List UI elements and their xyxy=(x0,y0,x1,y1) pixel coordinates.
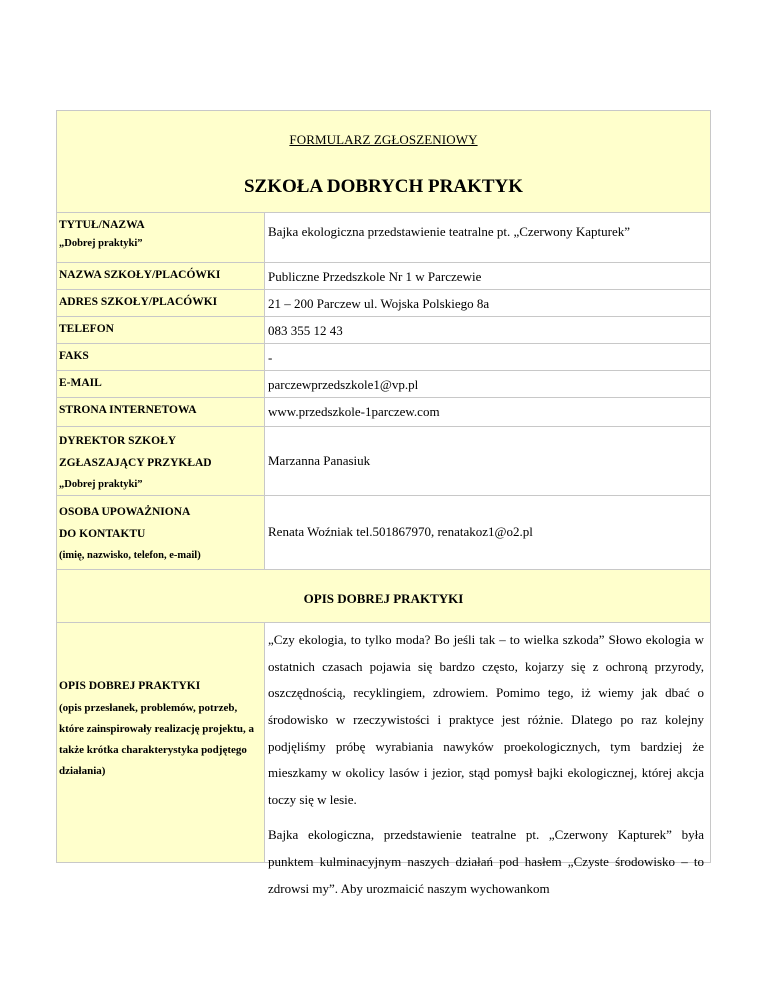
label-address: ADRES SZKOŁY/PLACÓWKI xyxy=(57,290,265,316)
row-director xyxy=(57,426,710,495)
value-phone: 083 355 12 43 xyxy=(268,323,343,338)
label-title xyxy=(57,213,265,262)
form-title: SZKOŁA DOBRYCH PRAKTYK xyxy=(243,176,524,197)
label-school: NAZWA SZKOŁY/PLACÓWKI xyxy=(57,263,265,289)
row-description xyxy=(57,622,710,896)
row-phone xyxy=(57,316,710,343)
value-email: parczewprzedszkole1@vp.pl xyxy=(268,377,419,392)
label-description-text: OPIS DOBREJ PRAKTYKI xyxy=(59,680,201,692)
form-subtitle: FORMULARZ ZGŁOSZENIOWY xyxy=(289,132,478,147)
description-paragraph-1: „Czy ekologia, to tylko moda? Bo jeśli tak – to wielka szkoda” Słowo ekologia w ostatnich czasach pojawia się bardzo często, kojarzy się z ochroną przyrody, oszczędnością, recyklingiem, zdrowiem. Pomimo tego, iż wiemy jak dbać o środowisko w rzeczywistości i praktyce jest różnie. Dlatego po raz kolejny podjęliśmy próbę wyrabiania nawyków proekologicznych, tym bardziej że mieszkamy w okolicy lasów i jezior, stąd pomysł bajki ekologicznej, której akcja toczy się w lesie. xyxy=(268,632,704,807)
label-description xyxy=(57,623,265,862)
label-contact xyxy=(57,496,265,569)
description-paragraph-2: Bajka ekologiczna, przedstawienie teatralne pt. „Czerwony Kapturek” była punktem kulminacyjnym naszych działań pod hasłem „Czyste środowisko – to zdrowsi my”. Aby urozmaicić naszym wychowankom xyxy=(268,827,704,896)
value-fax: - xyxy=(268,350,273,365)
label-contact-line2: DO KONTAKTU xyxy=(59,527,146,540)
label-contact-sub: (imię, nazwisko, telefon, e-mail) xyxy=(59,549,201,561)
row-address xyxy=(57,289,710,316)
row-website xyxy=(57,397,710,426)
application-form xyxy=(56,110,711,896)
row-title xyxy=(57,212,710,262)
row-fax xyxy=(57,343,710,370)
label-director-line2: ZGŁASZAJĄCY PRZYKŁAD xyxy=(59,456,212,469)
label-title-text: TYTUŁ/NAZWA xyxy=(59,219,145,231)
label-director-line1: DYREKTOR SZKOŁY xyxy=(59,435,177,447)
value-director: Marzanna Panasiuk xyxy=(268,453,371,468)
label-description-sub: (opis przesłanek, problemów, potrzeb, które zainspirowały realizację projektu, a także krótka charakterystyka podjętego działania) xyxy=(59,701,255,777)
label-director xyxy=(57,427,265,495)
row-email xyxy=(57,370,710,397)
row-contact xyxy=(57,495,710,569)
value-contact: Renata Woźniak tel.501867970, renatakoz1@o2.pl xyxy=(268,524,533,539)
label-director-sub: „Dobrej praktyki” xyxy=(59,478,143,490)
label-title-sub: „Dobrej praktyki” xyxy=(59,238,143,250)
value-address: 21 – 200 Parczew ul. Wojska Polskiego 8a xyxy=(268,296,490,311)
label-phone: TELEFON xyxy=(57,317,265,343)
value-title: Bajka ekologiczna przedstawienie teatralne pt. „Czerwony Kapturek” xyxy=(268,224,631,239)
label-fax: FAKS xyxy=(57,344,265,370)
label-website: STRONA INTERNETOWA xyxy=(57,398,265,426)
label-email: E-MAIL xyxy=(57,371,265,397)
value-school: Publiczne Przedszkole Nr 1 w Parczewie xyxy=(268,269,482,284)
row-school xyxy=(57,262,710,289)
value-description xyxy=(265,623,710,896)
description-section-header: OPIS DOBREJ PRAKTYKI xyxy=(57,569,710,622)
value-website: www.przedszkole-1parczew.com xyxy=(268,404,440,419)
label-contact-line1: OSOBA UPOWAŻNIONA xyxy=(59,506,191,518)
form-header xyxy=(57,111,710,212)
